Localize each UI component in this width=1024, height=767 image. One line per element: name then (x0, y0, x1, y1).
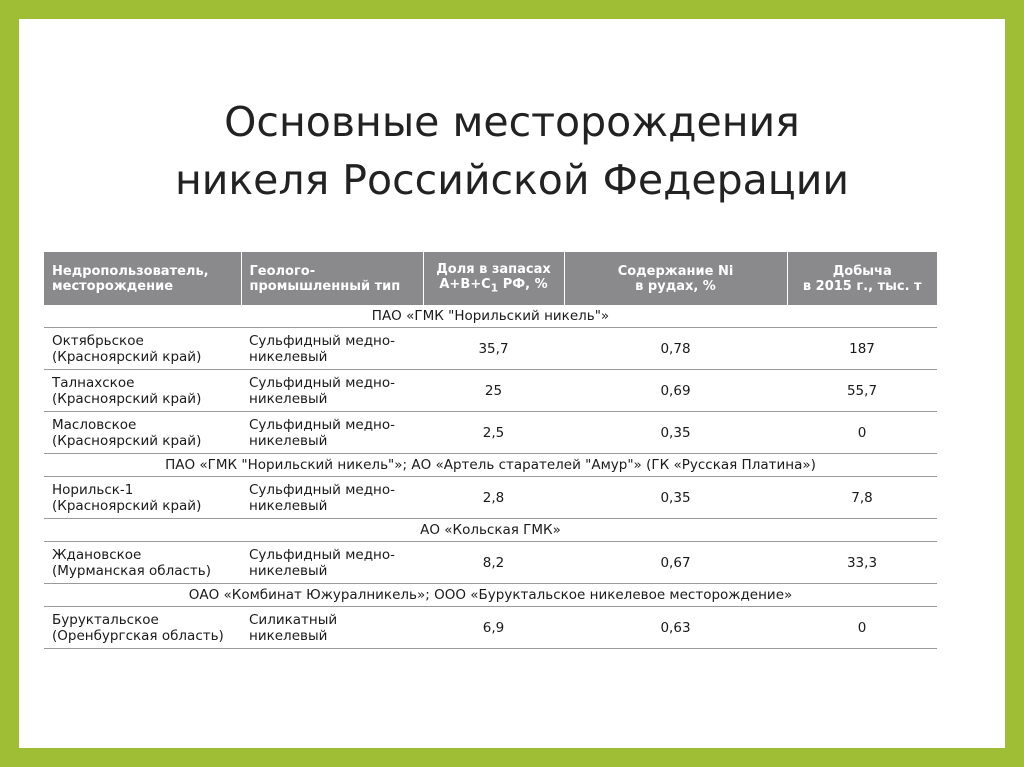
ni-content-cell: 0,78 (564, 328, 787, 370)
ni-content-cell: 0,35 (564, 412, 787, 454)
group-row (44, 519, 937, 542)
ni-content-cell: 0,63 (564, 607, 787, 649)
header-subsoil-user: Недропользователь, месторождение (44, 252, 241, 305)
page-title (19, 93, 1005, 209)
table-row (44, 542, 937, 584)
output-cell: 7,8 (787, 477, 937, 519)
deposit-name-cell: Буруктальское (Оренбургская область) (44, 607, 241, 649)
table-header-row (44, 252, 937, 305)
table-row (44, 477, 937, 519)
reserves-share-cell: 2,5 (423, 412, 564, 454)
deposit-name-cell: Ждановское (Мурманская область) (44, 542, 241, 584)
geo-type-cell: Силикатный никелевый (241, 607, 423, 649)
output-cell: 0 (787, 607, 937, 649)
table-row (44, 328, 937, 370)
header-output-2015: Добыча в 2015 г., тыс. т (787, 252, 937, 305)
nickel-deposits-table (44, 252, 937, 649)
geo-type-cell: Сульфидный медно- никелевый (241, 370, 423, 412)
geo-type-cell: Сульфидный медно- никелевый (241, 328, 423, 370)
title-line-2: никеля Российской Федерации (174, 156, 850, 204)
group-row (44, 454, 937, 477)
table-body (44, 305, 937, 649)
ni-content-cell: 0,35 (564, 477, 787, 519)
reserves-share-cell: 6,9 (423, 607, 564, 649)
reserves-share-cell: 35,7 (423, 328, 564, 370)
output-cell: 33,3 (787, 542, 937, 584)
ni-content-cell: 0,67 (564, 542, 787, 584)
ni-content-cell: 0,69 (564, 370, 787, 412)
output-cell: 55,7 (787, 370, 937, 412)
deposit-name-cell: Норильск-1 (Красноярский край) (44, 477, 241, 519)
table-row (44, 412, 937, 454)
header-reserves-share: Доля в запасах $А+В+С_1$ РФ, % (423, 252, 564, 305)
geo-type-cell: Сульфидный медно- никелевый (241, 477, 423, 519)
title-line-1: Основные месторождения (224, 98, 800, 146)
output-cell: 187 (787, 328, 937, 370)
group-row (44, 584, 937, 607)
deposit-name-cell: Масловское (Красноярский край) (44, 412, 241, 454)
table-row (44, 607, 937, 649)
geo-type-cell: Сульфидный медно- никелевый (241, 542, 423, 584)
deposit-name-cell: Октябрьское (Красноярский край) (44, 328, 241, 370)
geo-type-cell: Сульфидный медно- никелевый (241, 412, 423, 454)
reserves-share-cell: 8,2 (423, 542, 564, 584)
table-row (44, 370, 937, 412)
group-label: ПАО «ГМК "Норильский никель"»; АО «Артель старателей "Амур"» (ГК «Русская Платина») (44, 454, 937, 477)
header-geo-type: Геолого- промышленный тип (241, 252, 423, 305)
group-label: ОАО «Комбинат Южуралникель»; ООО «Буруктальское никелевое месторождение» (44, 584, 937, 607)
reserves-share-cell: 2,8 (423, 477, 564, 519)
header-ni-content: Содержание Ni в рудах, % (564, 252, 787, 305)
output-cell: 0 (787, 412, 937, 454)
group-label: ПАО «ГМК "Норильский никель"» (44, 305, 937, 328)
group-label: АО «Кольская ГМК» (44, 519, 937, 542)
group-row (44, 305, 937, 328)
reserves-share-cell: 25 (423, 370, 564, 412)
deposit-name-cell: Талнахское (Красноярский край) (44, 370, 241, 412)
